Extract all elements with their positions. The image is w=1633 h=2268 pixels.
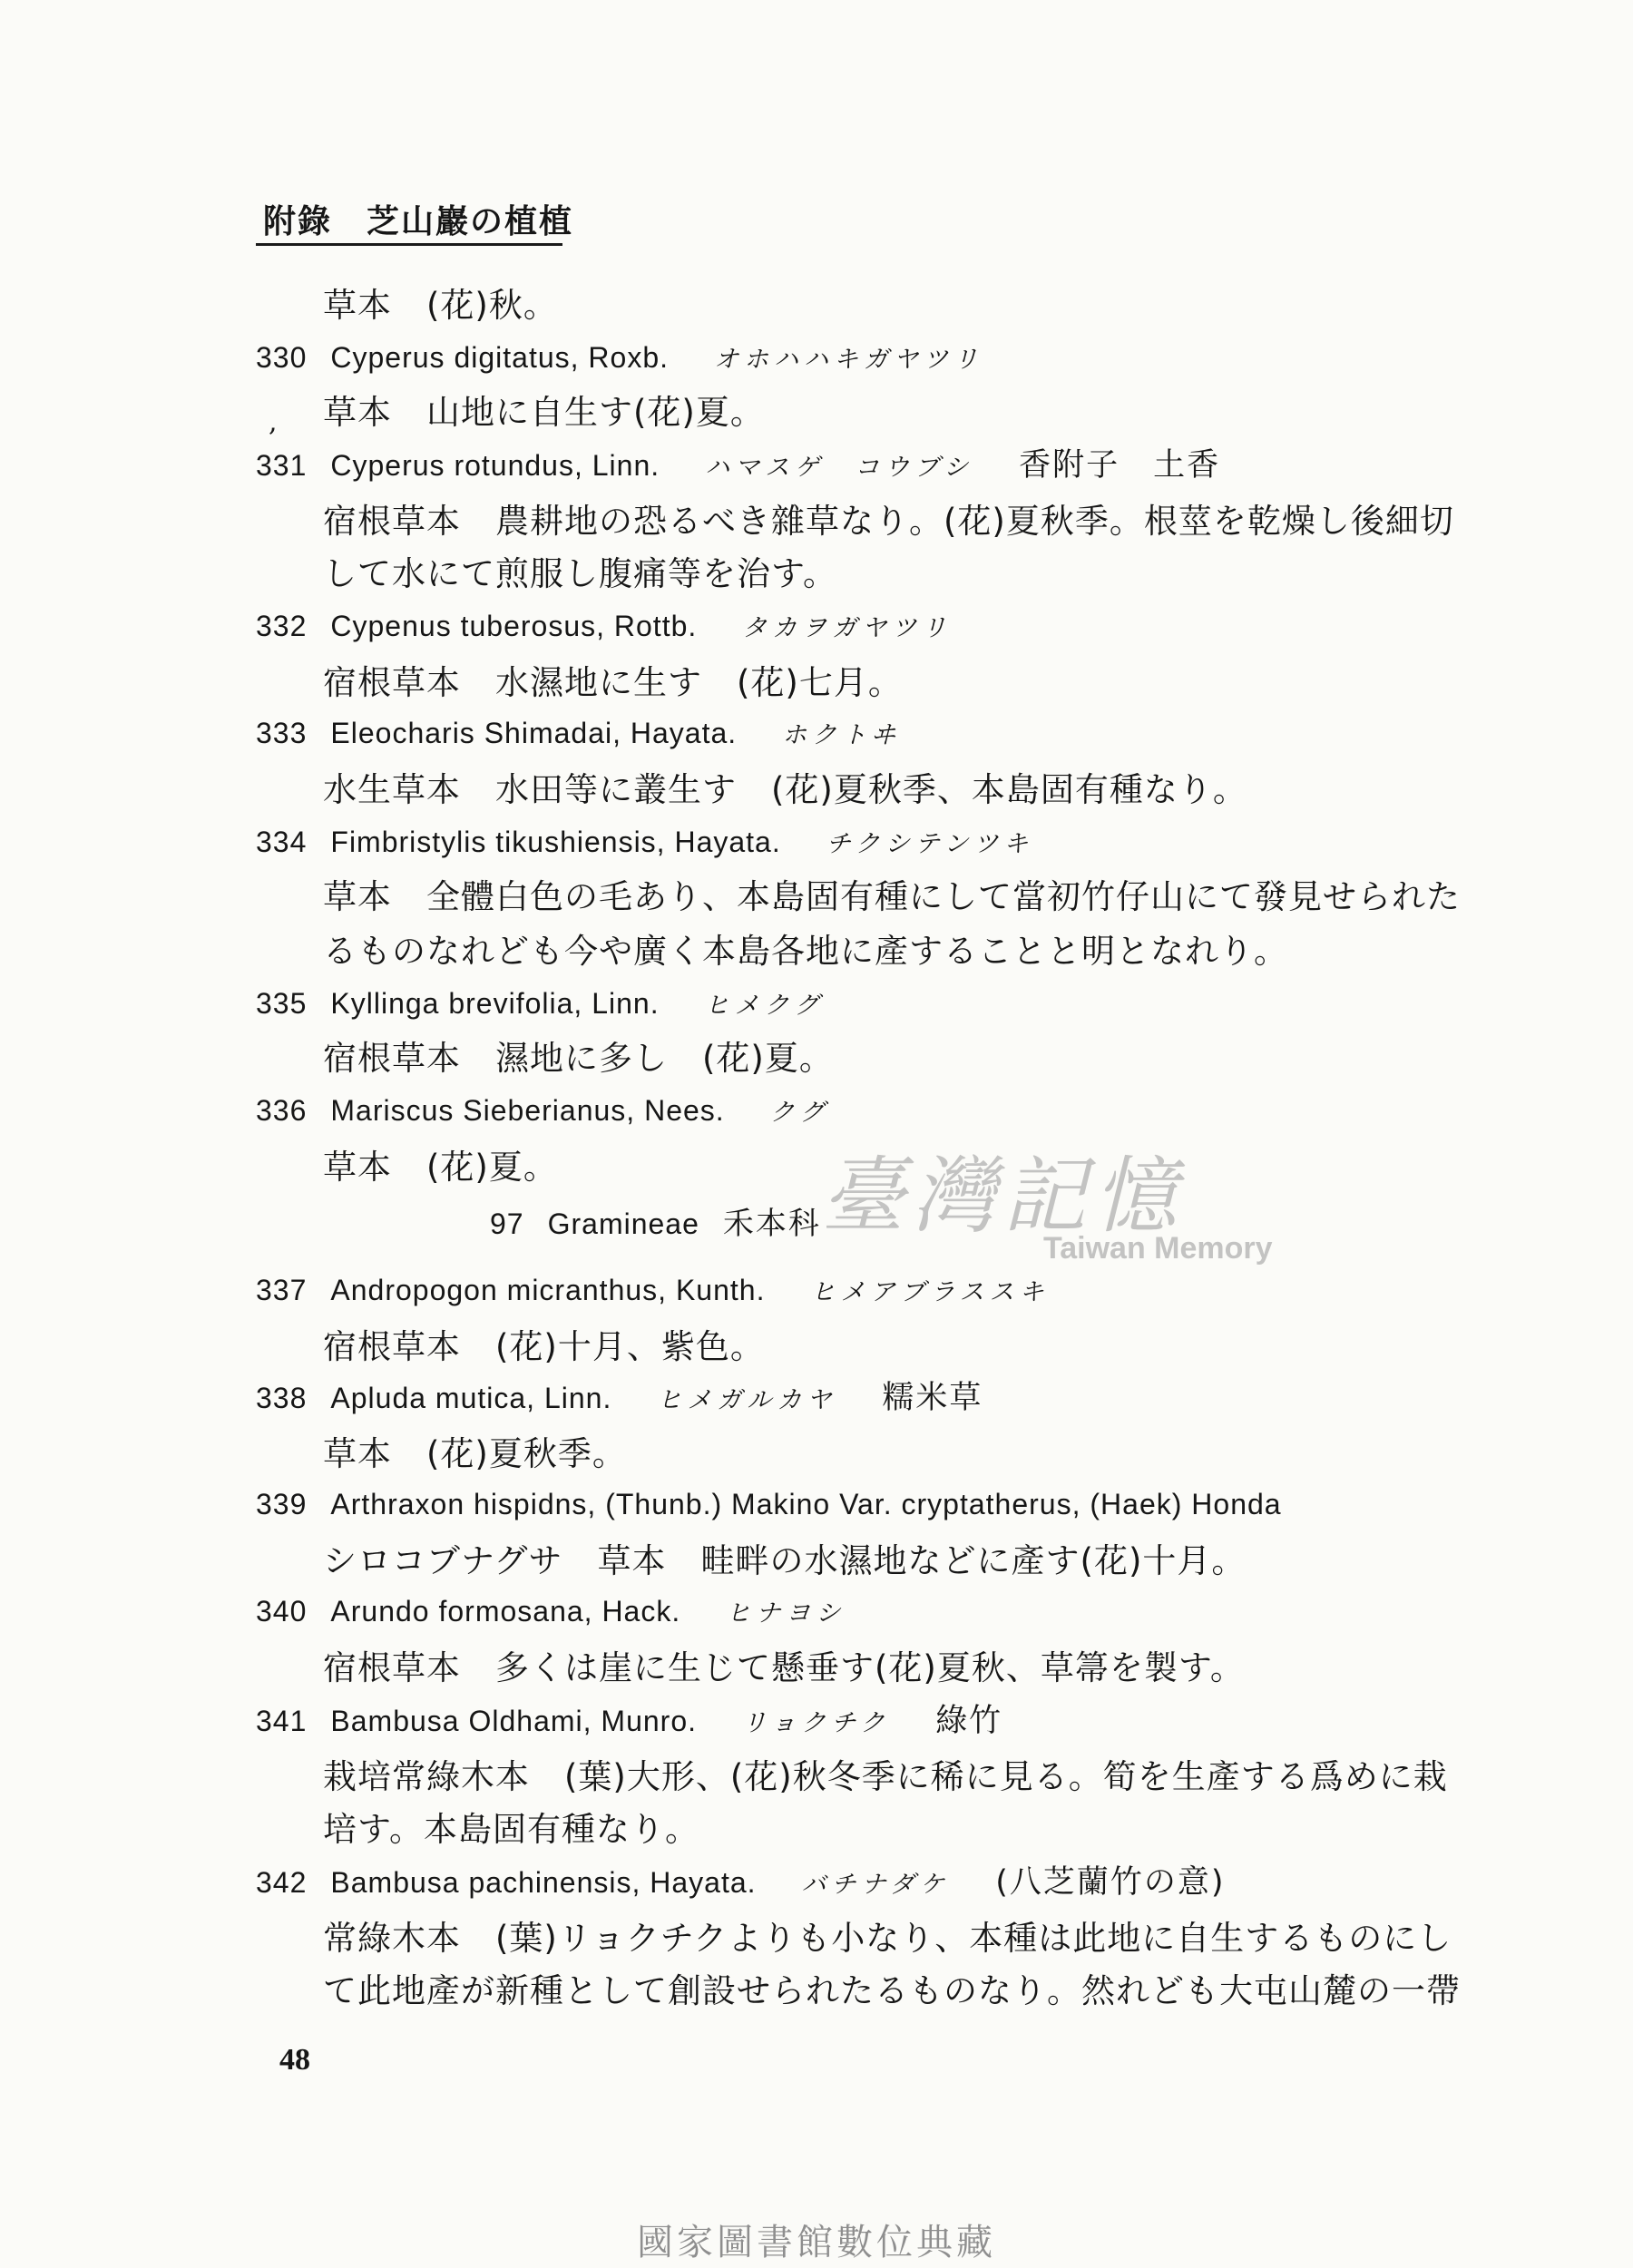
entry-number: 336 <box>256 1094 308 1127</box>
description-line <box>323 1039 834 1078</box>
japanese-name: オホハハキガヤツリ <box>714 346 983 374</box>
description-text: 宿根草本 水濕地に生す (花)七月。 <box>323 663 903 702</box>
description-text: して水にて煎服し腹痛等を治す。 <box>323 554 838 593</box>
japanese-name: ホクトヰ <box>782 721 902 749</box>
footer-credit: 國家圖書館數位典藏 <box>637 2222 996 2263</box>
scientific-name: Cyperus rotundus, Linn. <box>330 449 660 482</box>
description-line <box>323 1327 765 1366</box>
scientific-name: Cyperus digitatus, Roxb. <box>330 341 669 374</box>
entry-number: 331 <box>256 449 308 482</box>
japanese-name: ハマスゲ コウブシ <box>705 454 974 482</box>
japanese-name: リョクチク <box>742 1709 891 1737</box>
entry-number: 337 <box>256 1274 308 1306</box>
species-entry <box>256 1864 1226 1901</box>
species-entry <box>256 447 1221 484</box>
description-text: 宿根草本 (花)十月、紫色。 <box>323 1327 765 1366</box>
family-number: 97 <box>490 1207 524 1240</box>
chinese-name: 香附子 土香 <box>1019 447 1221 484</box>
description-text: 栽培常綠木本 (葉)大形、(花)秋冬季に稀に見る。筍を生產する爲めに栽 <box>323 1757 1448 1796</box>
scientific-name: Arthraxon hispidns, (Thunb.) Makino Var. cryptatherus, (Haek) Honda <box>330 1488 1282 1520</box>
entry-number: 334 <box>256 826 308 858</box>
scientific-name: Eleocharis Shimadai, Hayata. <box>330 717 738 749</box>
scientific-name: Bambusa Oldhami, Munro. <box>330 1705 697 1737</box>
description-line <box>323 1971 1461 2010</box>
chinese-name: 綠竹 <box>935 1703 1003 1739</box>
description-line <box>323 877 1461 916</box>
description-line <box>323 1757 1448 1796</box>
description-line <box>323 502 1454 541</box>
description-text: 宿根草本 農耕地の恐るべき雜草なり。(花)夏秋季。根莖を乾燥し後細切 <box>323 502 1454 541</box>
scientific-name: Bambusa pachinensis, Hayata. <box>330 1866 757 1899</box>
running-header: 附錄 芝山巖の植植 <box>263 203 574 240</box>
description-line <box>323 554 838 593</box>
description-line <box>323 1541 1247 1580</box>
entry-number: 341 <box>256 1705 308 1737</box>
description-text: て此地產が新種として創設せられたるものなり。然れども大屯山麓の一帶 <box>323 1971 1461 2010</box>
description-line <box>323 663 903 702</box>
species-entry <box>256 1597 846 1626</box>
species-entry <box>256 1096 830 1125</box>
description-text: 宿根草本 濕地に多し (花)夏。 <box>323 1039 834 1078</box>
chinese-name: (八芝蘭竹の意) <box>995 1864 1226 1901</box>
page-number: 48 <box>279 2043 310 2077</box>
description-text: 常綠木本 (葉)リョクチクよりも小なり、本種は此地に自生するものにし <box>323 1919 1452 1958</box>
watermark-english: Taiwan Memory <box>1043 1231 1273 1266</box>
description-line <box>323 1648 1245 1687</box>
scientific-name: Apluda mutica, Linn. <box>330 1382 612 1414</box>
species-entry <box>256 343 983 372</box>
stray-mark: , <box>269 406 278 438</box>
species-entry <box>256 611 952 640</box>
scientific-name: Fimbristylis tikushiensis, Hayata. <box>330 826 781 858</box>
entry-number: 332 <box>256 610 308 642</box>
entry-number: 338 <box>256 1382 308 1414</box>
chinese-name: 糯米草 <box>882 1380 983 1416</box>
species-entry <box>256 1380 983 1416</box>
description-line <box>323 770 1247 809</box>
species-entry <box>256 989 825 1018</box>
scientific-name: Mariscus Sieberianus, Nees. <box>330 1094 725 1127</box>
family-name: Gramineae <box>547 1207 699 1240</box>
watermark-chinese: 臺灣記憶 <box>821 1148 1185 1245</box>
entry-number: 340 <box>256 1595 308 1628</box>
entry-number: 335 <box>256 987 308 1020</box>
description-text: 草本 (花)夏。 <box>323 1148 558 1187</box>
description-line <box>323 1148 558 1187</box>
description-text: 草本 全體白色の毛あり、本島固有種にして當初竹仔山にて發見せられた <box>323 877 1461 916</box>
description-text: るものなれども今や廣く本島各地に產することと明となれり。 <box>323 932 1288 971</box>
entry-number: 342 <box>256 1866 308 1899</box>
description-text: 水生草本 水田等に叢生す (花)夏秋季、本島固有種なり。 <box>323 770 1247 809</box>
japanese-name: タカヲガヤツリ <box>742 614 953 642</box>
japanese-name: ヒメガルカヤ <box>657 1386 837 1414</box>
description-line <box>323 1810 700 1849</box>
entry-number: 333 <box>256 717 308 749</box>
description-text: 培す。本島固有種なり。 <box>323 1810 700 1849</box>
japanese-name: ヒナヨシ <box>726 1599 846 1628</box>
entry-number: 330 <box>256 341 308 374</box>
family-heading <box>490 1206 821 1242</box>
species-entry <box>256 1490 1282 1519</box>
description-line <box>323 286 558 325</box>
scientific-name: Andropogon micranthus, Kunth. <box>330 1274 766 1306</box>
family-chinese-name: 禾本科 <box>722 1206 821 1242</box>
japanese-name: ヒメアブラススキ <box>810 1278 1050 1306</box>
watermark <box>821 1129 1273 1266</box>
description-text: 草本 (花)夏秋季。 <box>323 1434 627 1473</box>
japanese-name: クグ <box>769 1099 830 1127</box>
japanese-name: ヒメクグ <box>704 992 825 1020</box>
description-text: 草本 山地に自生す(花)夏。 <box>323 393 765 432</box>
japanese-name: バチナダケ <box>801 1871 951 1899</box>
scientific-name: Cypenus tuberosus, Rottb. <box>330 610 698 642</box>
scientific-name: Arundo formosana, Hack. <box>330 1595 681 1628</box>
description-text: 草本 (花)秋。 <box>323 286 558 325</box>
description-text: シロコブナグサ 草本 畦畔の水濕地などに產す(花)十月。 <box>323 1541 1247 1580</box>
description-text: 宿根草本 多くは崖に生じて懸垂す(花)夏秋、草箒を製す。 <box>323 1648 1245 1687</box>
description-line <box>323 1434 627 1473</box>
species-entry <box>256 1276 1050 1305</box>
japanese-name: チクシテンツキ <box>826 830 1034 858</box>
description-line <box>323 932 1288 971</box>
entry-number: 339 <box>256 1488 308 1520</box>
header-rule <box>256 243 562 246</box>
scientific-name: Kyllinga brevifolia, Linn. <box>330 987 660 1020</box>
species-entry <box>256 827 1033 856</box>
description-line <box>323 1919 1452 1958</box>
description-line <box>323 393 765 432</box>
species-entry <box>256 1703 1003 1739</box>
species-entry <box>256 719 901 748</box>
